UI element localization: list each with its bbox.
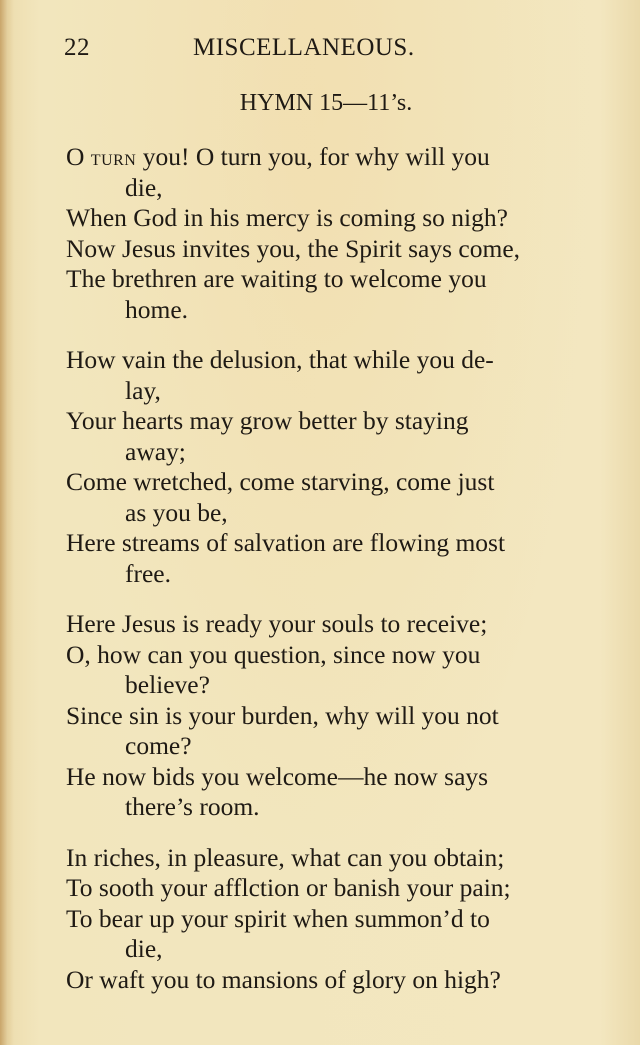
verse-line-continuation: lay,: [125, 375, 161, 405]
section-title: MISCELLANEOUS.: [193, 34, 415, 61]
verse-line-continuation: free.: [125, 558, 171, 588]
hymn-title: HYMN 15—11’s.: [239, 90, 413, 116]
stanza-2: [66, 345, 606, 589]
smallcaps-word: turn: [90, 145, 137, 171]
page-edge: [0, 0, 8, 1045]
verse-line: The brethren are waiting to welcome you: [66, 264, 487, 293]
verse-line: Your hearts may grow better by staying: [66, 406, 469, 435]
running-head: [64, 34, 584, 64]
verse-line-continuation: die,: [125, 934, 163, 963]
verse-line: Or waft you to mansions of glory on high?: [66, 964, 501, 994]
line-rest: you! O turn you, for why will you: [136, 142, 490, 171]
verse-line: Come wretched, come starving, come just: [66, 467, 495, 496]
verse-line: Since sin is your burden, why will you not: [66, 700, 499, 730]
verse-line: O, how can you question, since now you: [66, 639, 481, 669]
verse-line: He now bids you welcome—he now says: [66, 761, 489, 791]
verse-line-continuation: home.: [125, 294, 189, 324]
verse-line-continuation: come?: [125, 731, 192, 760]
verse-line: When God in his mercy is coming so nigh?: [66, 203, 508, 232]
verse-line: Here Jesus is ready your souls to receive;: [66, 609, 488, 638]
stanza-1: [66, 142, 606, 325]
page-number: 22: [64, 34, 90, 61]
first-word: O: [66, 142, 85, 171]
hymn-body: [66, 142, 606, 1015]
verse-line: Here streams of salvation are flowing most: [66, 528, 506, 557]
verse-line: Now Jesus invites you, the Spirit says come,: [66, 233, 521, 263]
verse-line: To sooth your afflction or banish your pain;: [66, 873, 511, 902]
stanza-4: [66, 843, 606, 996]
verse-line-continuation: believe?: [125, 670, 210, 699]
verse-line: How vain the delusion, that while you de-: [66, 345, 494, 374]
verse-line: To bear up your spirit when summon’d to: [66, 903, 490, 933]
verse-line: [66, 142, 606, 173]
verse-line-continuation: away;: [125, 436, 186, 466]
verse-line-continuation: as you be,: [125, 497, 228, 527]
verse-line-continuation: there’s room.: [125, 792, 260, 821]
verse-line: In riches, in pleasure, what can you obtain;: [66, 842, 505, 872]
verse-line-continuation: die,: [125, 172, 163, 202]
stanza-3: [66, 609, 606, 823]
